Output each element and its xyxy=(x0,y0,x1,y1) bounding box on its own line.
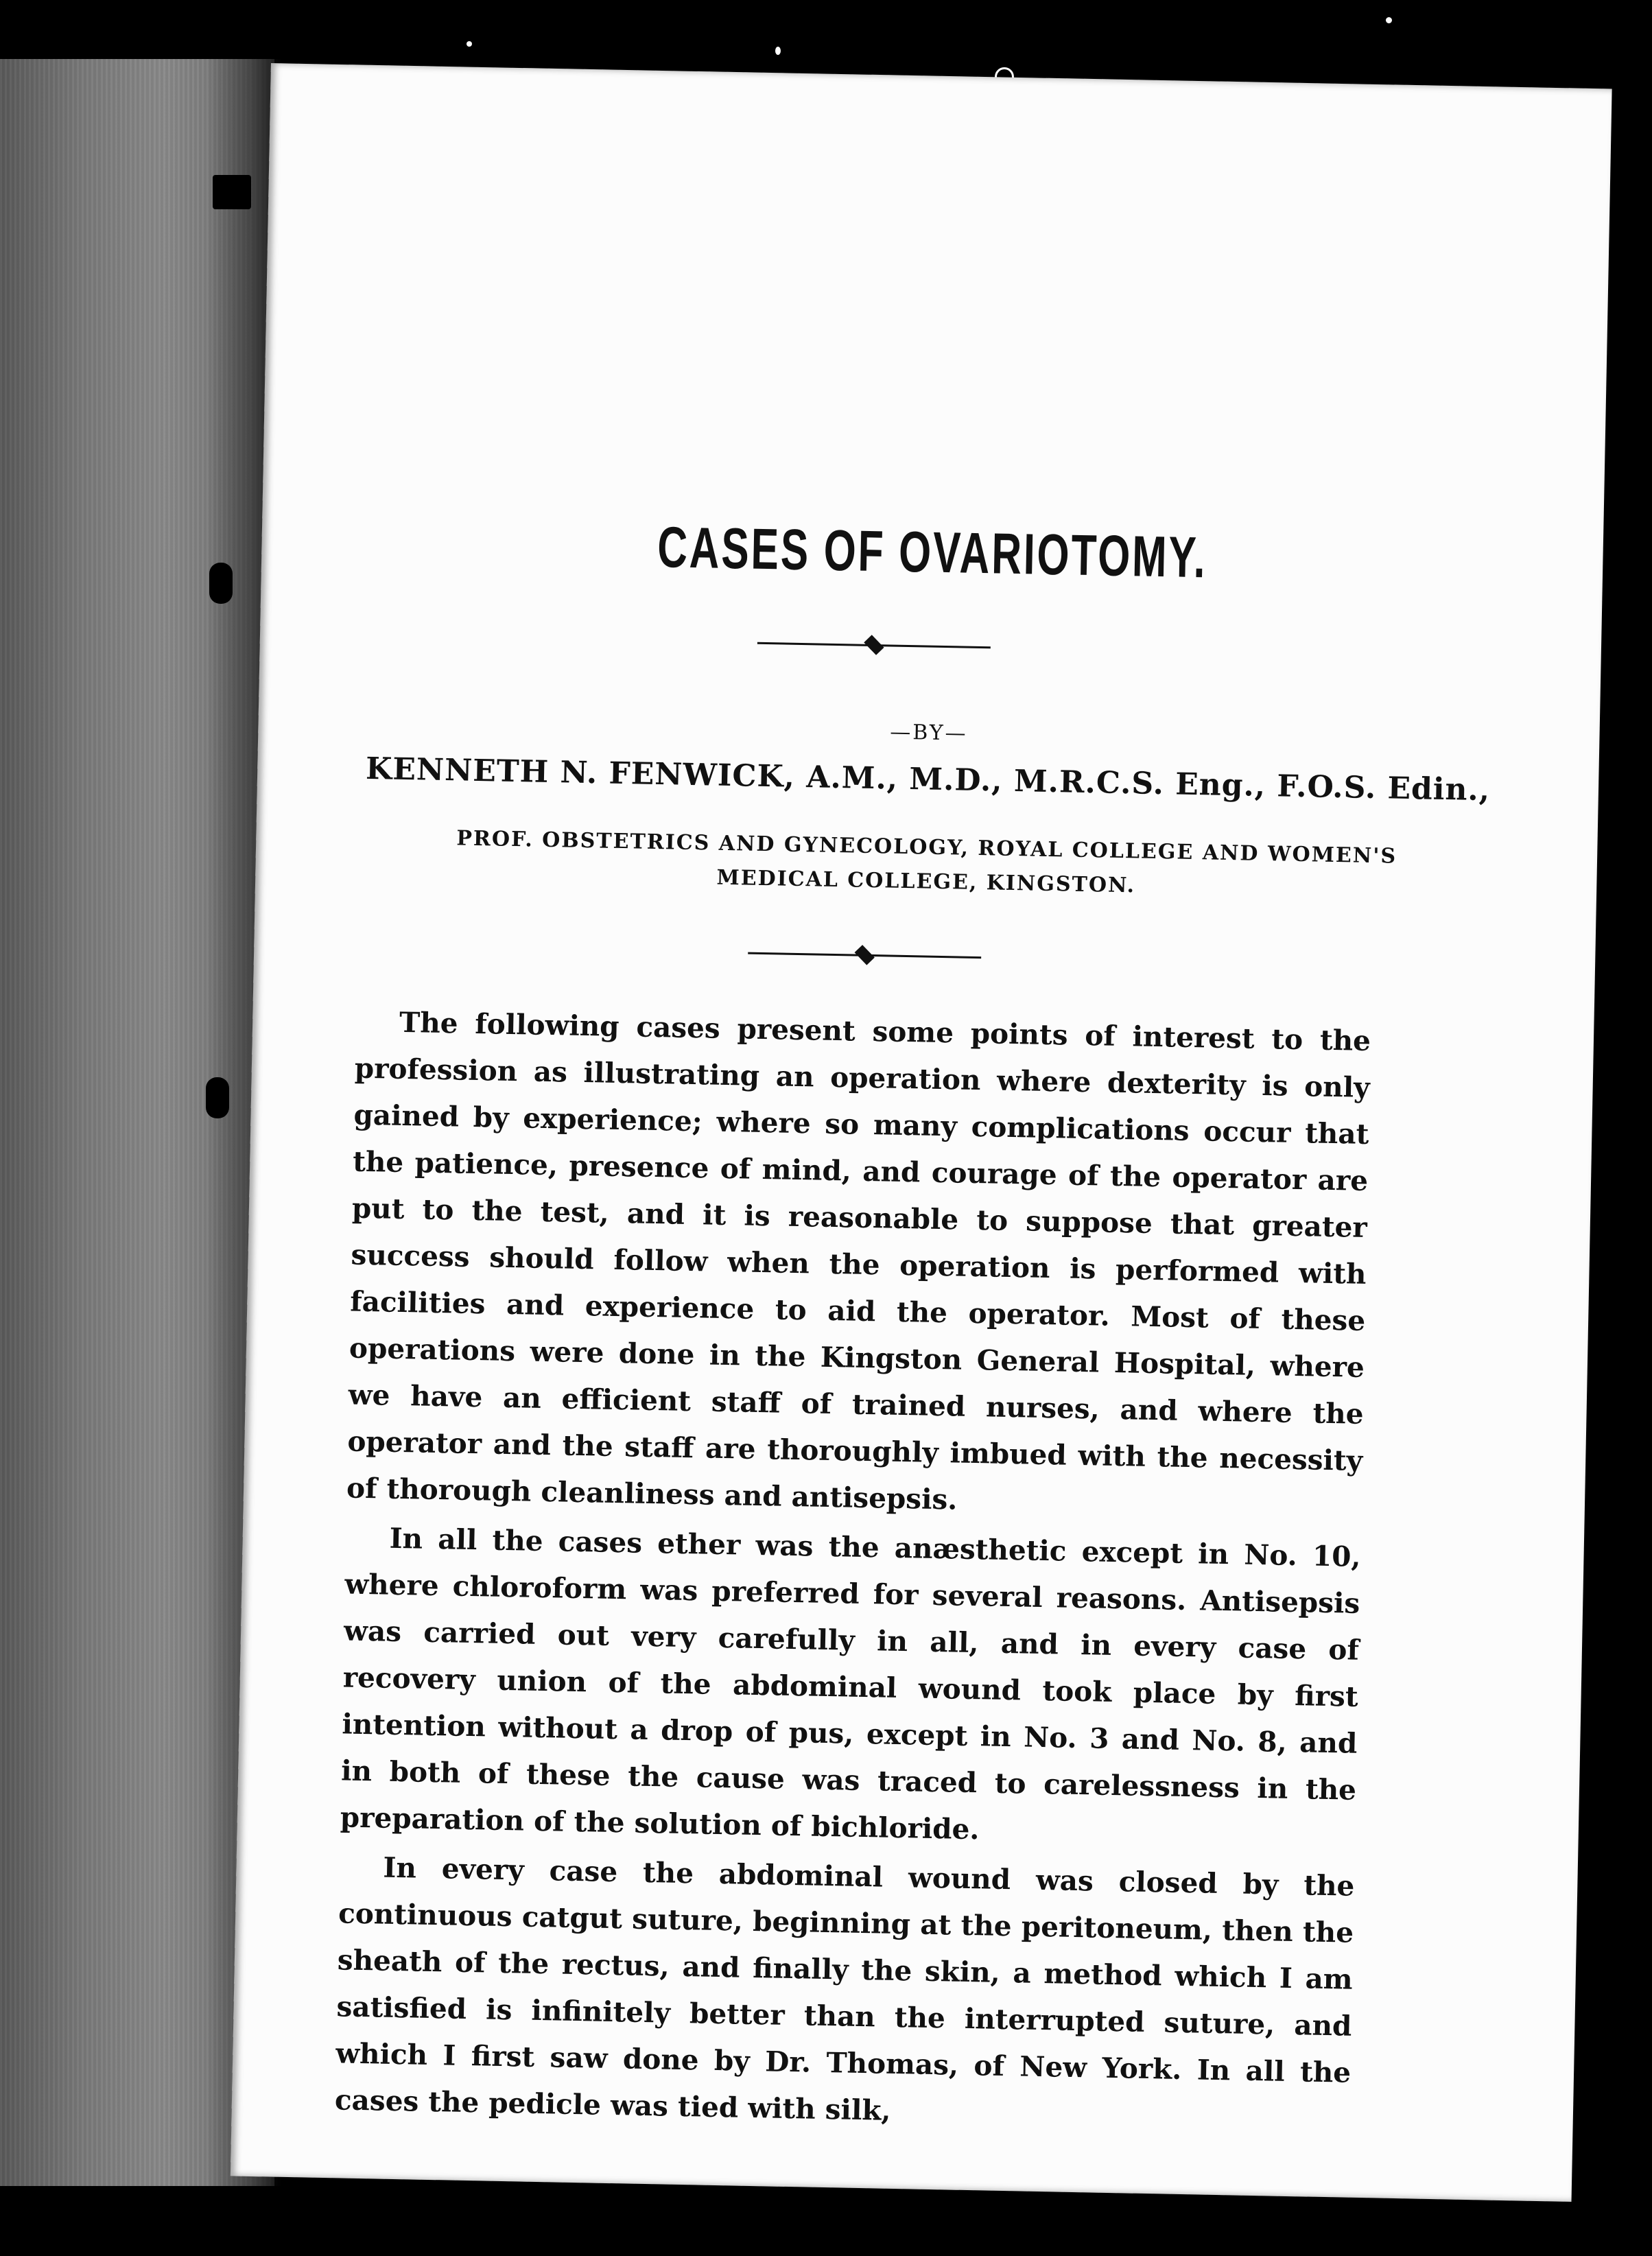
binding-clip xyxy=(213,175,251,209)
byline: —BY— xyxy=(889,720,968,746)
document-title: CASES OF OVARIOTOMY. xyxy=(657,514,1208,590)
scan-speck xyxy=(467,41,472,47)
scan-speck xyxy=(775,47,781,55)
rule-diamond xyxy=(855,945,875,965)
affiliation-line: MEDICAL COLLEGE, KINGSTON. xyxy=(716,865,1136,898)
paragraph: In all the cases ether was the anæsthetic except in No. 10, where chloroform was preferred for several reasons. Antisepsis was carried out very carefully in all, and in every case of recovery union of the abdominal wound took place by first intention without a drop of pus, except in No. 3 and No. 8, and in both of these the cause was traced to carelessness in the preparation of the solution of bichloride. xyxy=(340,1521,1361,1846)
body-text xyxy=(334,998,1371,2146)
author-name: KENNETH N. FENWICK, A.M., M.D., M.R.C.S. Eng., F.O.S. Edin., xyxy=(365,751,1491,808)
affiliation-line: PROF. OBSTETRICS AND GYNECOLOGY, ROYAL COLLEGE AND WOMEN'S xyxy=(456,826,1397,869)
binding-hole xyxy=(206,1077,229,1118)
paragraph: The following cases present some points of interest to the profession as illustrating an operation where dexterity is only gained by experience; where so many complications occur that the patience, presence of mind, and courage of the operator are put to the test, and it is reasonable to suppose that greater success should follow when the operation is performed with facilities and experience to aid the operator. Most of these operations were done in the Kingston General Hospital, where we have an efficient staff of trained nurses, and where the operator and the staff are thoroughly imbued with the necessity of thorough cleanliness and antisepsis. xyxy=(346,1005,1371,1516)
author-affiliation xyxy=(255,818,1598,913)
ornamental-rule xyxy=(757,642,991,649)
page-content xyxy=(231,63,1612,2202)
scan-speck xyxy=(1386,17,1392,23)
ornamental-rule xyxy=(748,952,981,959)
document-page xyxy=(231,63,1612,2202)
rule-diamond xyxy=(864,635,884,655)
binding-hole xyxy=(209,563,233,604)
paragraph: In every case the abdominal wound was closed by the continuous catgut suture, beginning at the peritoneum, then the sheath of the rectus, and finally the skin, a method which I am satisfied is infinitely better than the interrupted suture, and which I first saw done by Dr. Thomas, of New York. In all the cases the pedicle was tied with silk, xyxy=(334,1850,1355,2127)
